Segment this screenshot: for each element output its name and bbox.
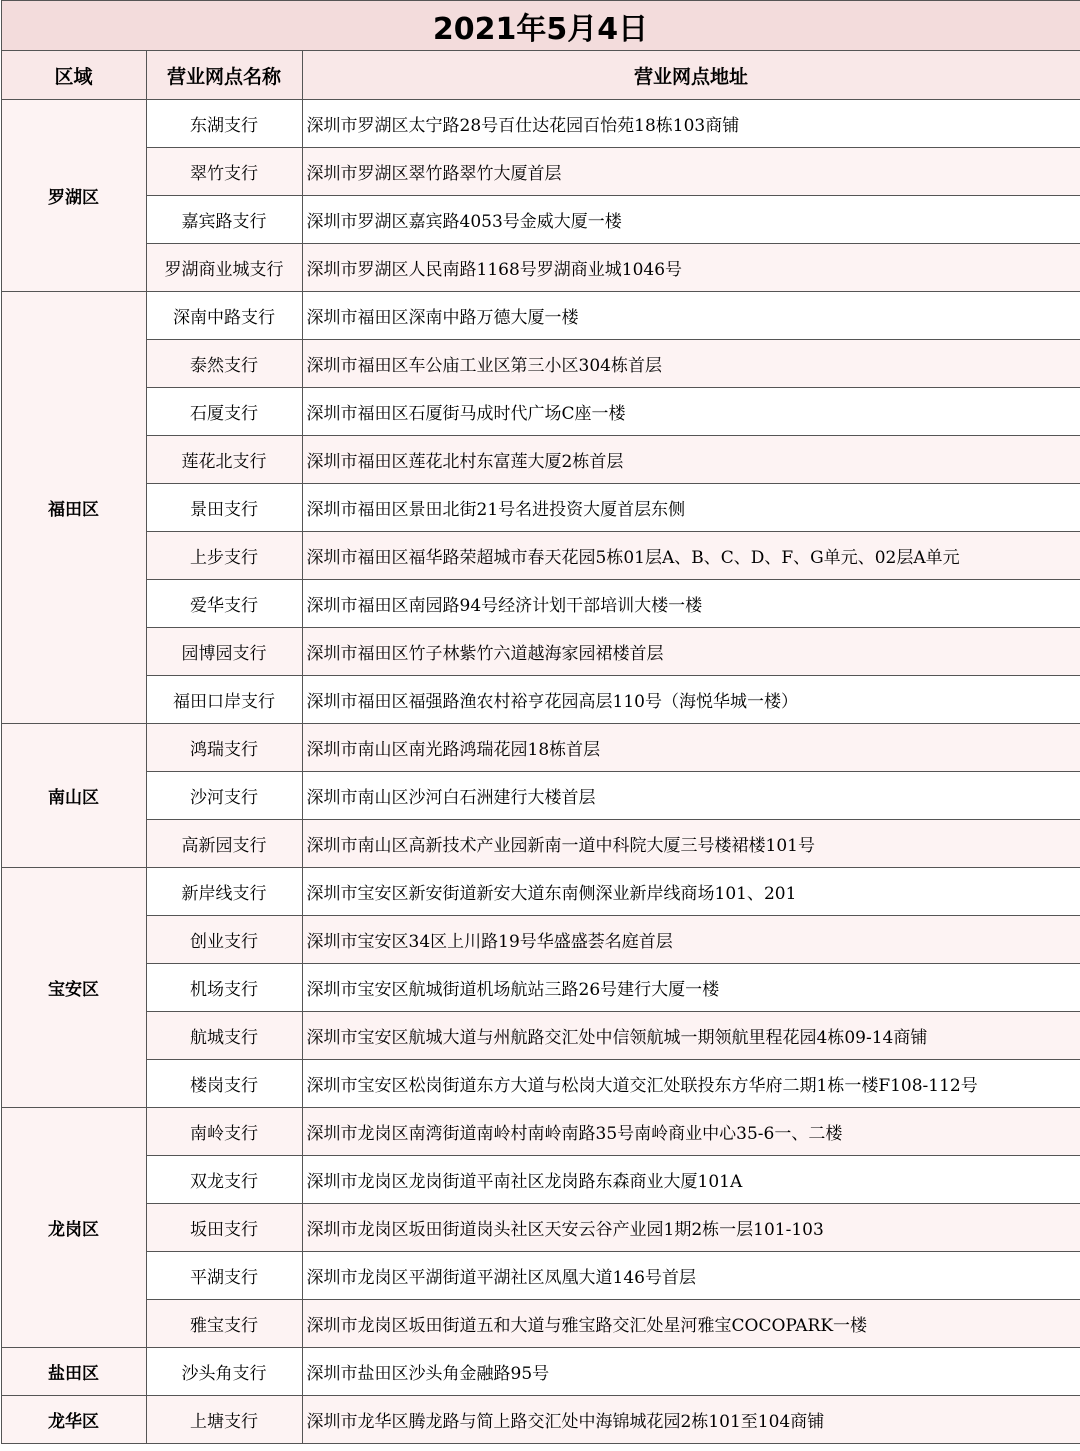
branch-name-cell: 福田口岸支行 <box>146 676 302 724</box>
branch-name-cell: 沙头角支行 <box>146 1348 302 1396</box>
table-row <box>1 484 1080 532</box>
table-row <box>1 532 1080 580</box>
branch-address-cell: 深圳市龙华区腾龙路与简上路交汇处中海锦城花园2栋101至104商铺 <box>302 1396 1080 1444</box>
branch-address-cell: 深圳市宝安区航城大道与州航路交汇处中信领航城一期领航里程花园4栋09-14商铺 <box>302 1012 1080 1060</box>
branch-address-cell: 深圳市罗湖区人民南路1168号罗湖商业城1046号 <box>302 244 1080 292</box>
branch-name-cell: 翠竹支行 <box>146 148 302 196</box>
header-row <box>1 51 1080 100</box>
branch-name-cell: 航城支行 <box>146 1012 302 1060</box>
table-row <box>1 916 1080 964</box>
branch-address-cell: 深圳市盐田区沙头角金融路95号 <box>302 1348 1080 1396</box>
table-row <box>1 628 1080 676</box>
branch-name-cell: 东湖支行 <box>146 100 302 148</box>
branch-name-cell: 罗湖商业城支行 <box>146 244 302 292</box>
table-row <box>1 100 1080 148</box>
branch-name-cell: 爱华支行 <box>146 580 302 628</box>
header-region: 区域 <box>1 51 146 100</box>
region-cell: 罗湖区 <box>1 100 146 292</box>
region-cell: 龙岗区 <box>1 1108 146 1348</box>
branch-address-cell: 深圳市宝安区航城街道机场航站三路26号建行大厦一楼 <box>302 964 1080 1012</box>
header-branch-name: 营业网点名称 <box>146 51 302 100</box>
branch-name-cell: 泰然支行 <box>146 340 302 388</box>
branch-name-cell: 新岸线支行 <box>146 868 302 916</box>
title-row <box>1 1 1080 51</box>
branch-address-cell: 深圳市宝安区新安街道新安大道东南侧深业新岸线商场101、201 <box>302 868 1080 916</box>
table-row <box>1 1060 1080 1108</box>
branch-name-cell: 楼岗支行 <box>146 1060 302 1108</box>
table-row <box>1 340 1080 388</box>
branch-address-cell: 深圳市龙岗区南湾街道南岭村南岭南路35号南岭商业中心35-6一、二楼 <box>302 1108 1080 1156</box>
table-row <box>1 1156 1080 1204</box>
table-row <box>1 676 1080 724</box>
branch-name-cell: 莲花北支行 <box>146 436 302 484</box>
table-row <box>1 388 1080 436</box>
table-row <box>1 292 1080 340</box>
table-row <box>1 1348 1080 1396</box>
branch-address-cell: 深圳市宝安区松岗街道东方大道与松岗大道交汇处联投东方华府二期1栋一楼F108-112号 <box>302 1060 1080 1108</box>
table-row <box>1 1396 1080 1444</box>
region-cell: 龙华区 <box>1 1396 146 1444</box>
branch-address-cell: 深圳市福田区莲花北村东富莲大厦2栋首层 <box>302 436 1080 484</box>
branch-name-cell: 上塘支行 <box>146 1396 302 1444</box>
table-row <box>1 436 1080 484</box>
table-row <box>1 820 1080 868</box>
branch-address-cell: 深圳市龙岗区平湖街道平湖社区凤凰大道146号首层 <box>302 1252 1080 1300</box>
branch-address-cell: 深圳市罗湖区嘉宾路4053号金威大厦一楼 <box>302 196 1080 244</box>
branch-table <box>1 0 1080 1444</box>
branch-name-cell: 园博园支行 <box>146 628 302 676</box>
branch-name-cell: 南岭支行 <box>146 1108 302 1156</box>
table-row <box>1 1252 1080 1300</box>
branch-address-cell: 深圳市福田区福强路渔农村裕亨花园高层110号（海悦华城一楼） <box>302 676 1080 724</box>
branch-address-cell: 深圳市罗湖区翠竹路翠竹大厦首层 <box>302 148 1080 196</box>
table-row <box>1 244 1080 292</box>
branch-name-cell: 坂田支行 <box>146 1204 302 1252</box>
table-row <box>1 964 1080 1012</box>
branch-address-cell: 深圳市南山区南光路鸿瑞花园18栋首层 <box>302 724 1080 772</box>
region-cell: 盐田区 <box>1 1348 146 1396</box>
branch-address-cell: 深圳市罗湖区太宁路28号百仕达花园百怡苑18栋103商铺 <box>302 100 1080 148</box>
branch-address-cell: 深圳市福田区石厦街马成时代广场C座一楼 <box>302 388 1080 436</box>
branch-address-cell: 深圳市福田区景田北街21号名进投资大厦首层东侧 <box>302 484 1080 532</box>
branch-address-cell: 深圳市宝安区34区上川路19号华盛盛荟名庭首层 <box>302 916 1080 964</box>
branch-name-cell: 深南中路支行 <box>146 292 302 340</box>
branch-name-cell: 雅宝支行 <box>146 1300 302 1348</box>
page-title: 2021年5月4日 <box>1 1 1080 51</box>
table-row <box>1 1300 1080 1348</box>
branch-name-cell: 平湖支行 <box>146 1252 302 1300</box>
table-row <box>1 724 1080 772</box>
table-row <box>1 1204 1080 1252</box>
branch-address-cell: 深圳市龙岗区坂田街道五和大道与雅宝路交汇处星河雅宝COCOPARK一楼 <box>302 1300 1080 1348</box>
branch-name-cell: 创业支行 <box>146 916 302 964</box>
branch-address-cell: 深圳市龙岗区坂田街道岗头社区天安云谷产业园1期2栋一层101-103 <box>302 1204 1080 1252</box>
table-row <box>1 1108 1080 1156</box>
region-cell: 南山区 <box>1 724 146 868</box>
branch-name-cell: 高新园支行 <box>146 820 302 868</box>
branch-name-cell: 双龙支行 <box>146 1156 302 1204</box>
branch-address-cell: 深圳市福田区福华路荣超城市春天花园5栋01层A、B、C、D、F、G单元、02层A单元 <box>302 532 1080 580</box>
branch-address-cell: 深圳市福田区南园路94号经济计划干部培训大楼一楼 <box>302 580 1080 628</box>
table-row <box>1 196 1080 244</box>
branch-name-cell: 上步支行 <box>146 532 302 580</box>
branch-name-cell: 沙河支行 <box>146 772 302 820</box>
branch-address-cell: 深圳市福田区深南中路万德大厦一楼 <box>302 292 1080 340</box>
header-branch-address: 营业网点地址 <box>302 51 1080 100</box>
table-row <box>1 772 1080 820</box>
branch-address-cell: 深圳市南山区高新技术产业园新南一道中科院大厦三号楼裙楼101号 <box>302 820 1080 868</box>
region-cell: 宝安区 <box>1 868 146 1108</box>
branch-address-cell: 深圳市福田区车公庙工业区第三小区304栋首层 <box>302 340 1080 388</box>
table-row <box>1 580 1080 628</box>
branch-address-cell: 深圳市福田区竹子林紫竹六道越海家园裙楼首层 <box>302 628 1080 676</box>
branch-address-cell: 深圳市龙岗区龙岗街道平南社区龙岗路东森商业大厦101A <box>302 1156 1080 1204</box>
branch-address-cell: 深圳市南山区沙河白石洲建行大楼首层 <box>302 772 1080 820</box>
branch-name-cell: 景田支行 <box>146 484 302 532</box>
branch-name-cell: 鸿瑞支行 <box>146 724 302 772</box>
branch-name-cell: 石厦支行 <box>146 388 302 436</box>
branch-name-cell: 嘉宾路支行 <box>146 196 302 244</box>
region-cell: 福田区 <box>1 292 146 724</box>
table-row <box>1 1012 1080 1060</box>
table-row <box>1 868 1080 916</box>
table-row <box>1 148 1080 196</box>
branch-name-cell: 机场支行 <box>146 964 302 1012</box>
